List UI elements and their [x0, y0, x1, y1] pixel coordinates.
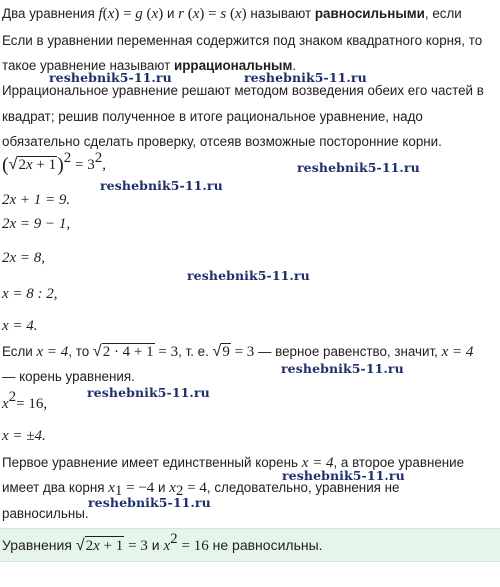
- second-eq-1: $x^2= 16$,: [2, 389, 48, 412]
- method-line-1: Иррациональное уравнение решают методом возведения обеих его частей в: [2, 83, 484, 98]
- watermark: reshebnik5-11.ru: [49, 70, 172, 85]
- watermark: reshebnik5-11.ru: [281, 361, 404, 376]
- definition-line-1: Два уравнения f(x) = g (x) и r (x) = s (x) называют равносильными, если: [2, 6, 462, 22]
- math-f-eq-g: f: [98, 6, 103, 22]
- conclusion-line-2: имеет два корня $x_1 = -4$ и $x_2 = 4$, следовательно, уравнения не: [2, 480, 400, 499]
- method-line-3: обязательно сделать проверку, отсеяв возможные посторонние корни.: [2, 134, 442, 149]
- math-r-eq-s: r: [178, 6, 184, 22]
- second-eq-2: x = ±4.: [2, 428, 46, 444]
- method-line-2: квадрат; решив полученное в итоге рациональное уравнение, надо: [2, 109, 423, 124]
- watermark: reshebnik5-11.ru: [88, 495, 211, 510]
- watermark: reshebnik5-11.ru: [282, 468, 405, 483]
- watermark: reshebnik5-11.ru: [87, 385, 210, 400]
- watermark: reshebnik5-11.ru: [187, 268, 310, 283]
- watermark: reshebnik5-11.ru: [244, 70, 367, 85]
- check-line-1: Если x = 4, то √2 · 4 + 1 = 3, т. е. √9 = 3 — верное равенство, значит, x = 4: [2, 343, 474, 360]
- irrational-def-line-2: такое уравнение называют иррациональным.: [2, 58, 297, 73]
- answer-box: [0, 528, 500, 562]
- step-3: 2x = 8,: [2, 250, 46, 266]
- step-2: 2x = 9 − 1,: [2, 216, 71, 232]
- conclusion-line-3: равносильны.: [2, 506, 89, 521]
- watermark: reshebnik5-11.ru: [297, 160, 420, 175]
- watermark: reshebnik5-11.ru: [100, 178, 223, 193]
- step-4: x = 8 : 2,: [2, 286, 58, 302]
- conclusion-line-1: Первое уравнение имеет единственный корень x = 4, а второе уравнение: [2, 455, 465, 471]
- step-5: x = 4.: [2, 318, 38, 334]
- answer-text: Уравнения √2x + 1 = 3 и $x^2 = 16$ не равносильны.: [2, 531, 323, 554]
- equation-squared: $(√2x + 1)^2 = 3^2$,: [2, 150, 106, 176]
- irrational-def-line-1: Если в уравнении переменная содержится под знаком квадратного корня, то: [2, 33, 483, 48]
- step-1: 2x + 1 = 9.: [2, 192, 71, 208]
- check-line-2: — корень уравнения.: [2, 369, 135, 384]
